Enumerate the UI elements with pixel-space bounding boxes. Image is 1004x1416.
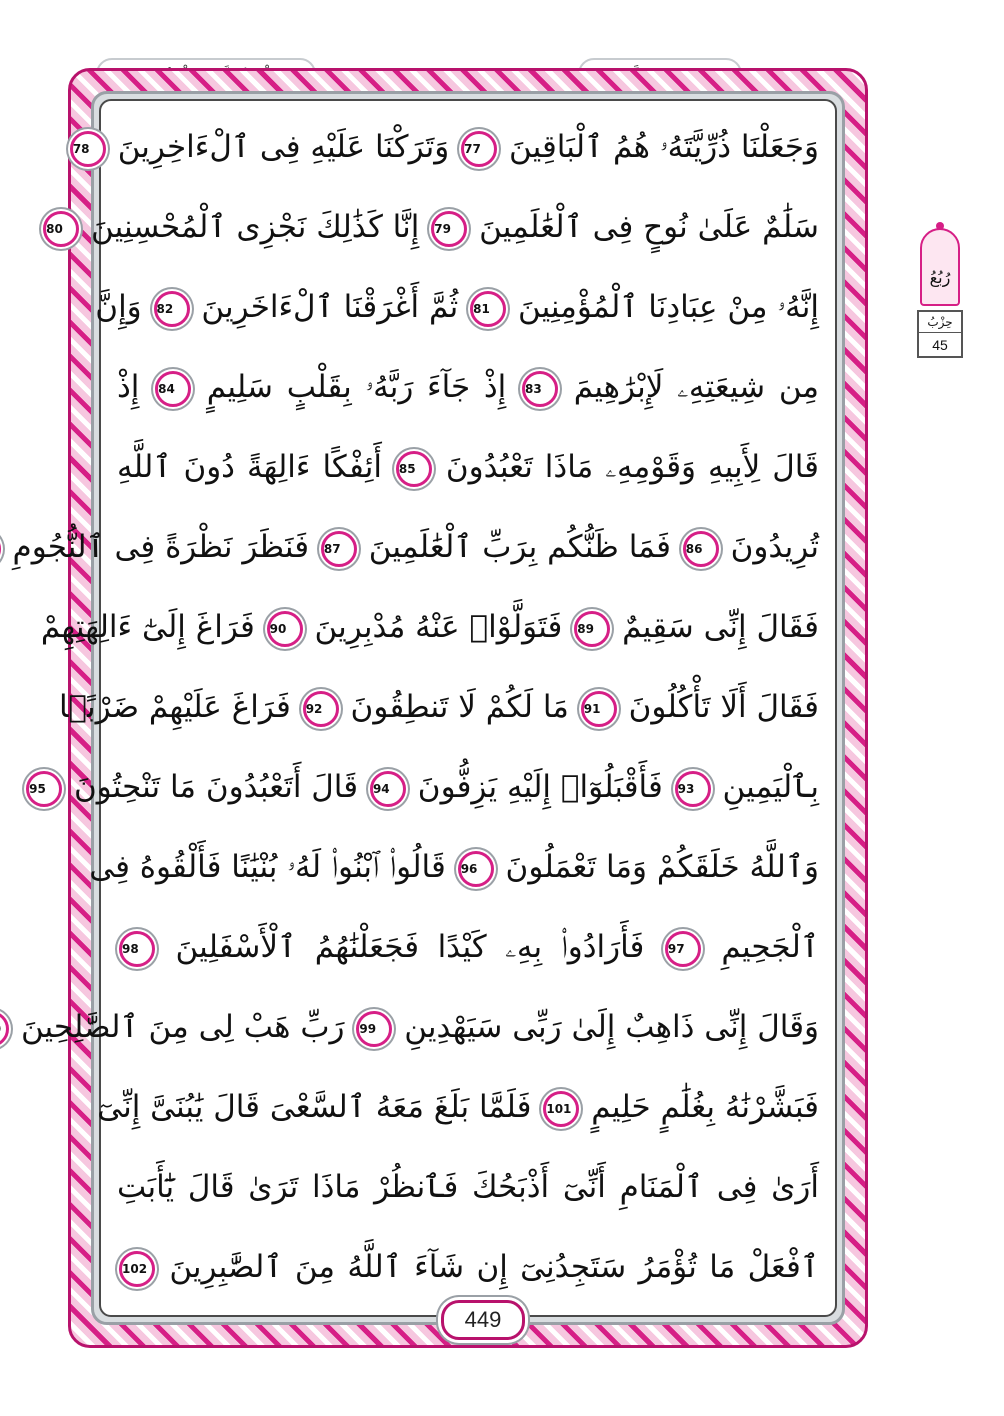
hizb-label: حِزْبُ (919, 312, 961, 333)
ayah-number-marker: 82 (154, 291, 190, 327)
verse-text: أَئِفْكًا ءَالِهَةً دُونَ ٱللَّهِ (117, 449, 382, 485)
ayah-number-marker: 99 (356, 1011, 392, 1047)
ayah-number-marker: 79 (431, 211, 467, 247)
verse-text: فَنَظَرَ نَظْرَةً فِى ٱلنُّجُومِ (12, 529, 310, 565)
verse-text: تُرِيدُونَ (730, 529, 819, 565)
verse-line (29, 753, 819, 821)
verse-text: رَبِّ هَبْ لِى مِنَ ٱلصَّٰلِحِينَ (20, 1009, 345, 1045)
ayah-number-marker: 86 (683, 531, 719, 567)
verse-line (117, 433, 819, 501)
verse-text: إِنَّهُۥ مِنْ عِبَادِنَا ٱلْمُؤْمِنِينَ (517, 289, 819, 325)
ayah-number-marker: 98 (119, 931, 155, 967)
verse-text: مِن شِيعَتِهِۦ لَإِبْرَٰهِيمَ (573, 369, 820, 405)
ayah-number-marker: 90 (267, 611, 303, 647)
verse-text: قَالَ أَتَعْبُدُونَ مَا تَنْحِتُونَ (73, 769, 359, 805)
ayah-number-marker: 83 (522, 371, 558, 407)
rub-label: رُبُعُ (929, 268, 951, 287)
page-border-frame (12, 68, 868, 1348)
verse-text: فَمَا ظَنُّكُم بِرَبِّ ٱلْعَٰلَمِينَ (368, 529, 671, 565)
verse-line (117, 1153, 819, 1221)
verse-line (20, 993, 819, 1061)
ayah-number-marker: 89 (574, 611, 610, 647)
verse-text: قَالُوا۟ ٱبْنُوا۟ لَهُۥ بُنْيَٰنًا فَأَلْقُوهُ فِى (89, 849, 446, 885)
ayah-number-marker (0, 1011, 9, 1047)
verse-text: أَرَىٰ فِى ٱلْمَنَامِ أَنِّىٓ أَذْبَحُكَ فَٱنظُرْ مَاذَا تَرَىٰ قَالَ يَٰٓأَبَتِ (117, 1169, 819, 1205)
verse-text: إِذْ (117, 369, 140, 405)
verse-text: ٱلْجَحِيمِ (721, 929, 819, 965)
verse-text: فَأَقْبَلُوٓا۟ إِلَيْهِ يَزِفُّونَ (417, 769, 663, 805)
verse-text: مَا لَكُمْ لَا تَنطِقُونَ (350, 689, 569, 725)
ayah-number-marker: 77 (461, 131, 497, 167)
verse-text: وَقَالَ إِنِّى ذَاهِبٌ إِلَىٰ رَبِّى سَيَهْدِينِ (404, 1009, 819, 1045)
ayah-number-marker (0, 531, 1, 567)
ayah-number-marker: 81 (470, 291, 506, 327)
ayah-number-marker: 95 (26, 771, 62, 807)
verse-text: فَتَوَلَّوْا۟ عَنْهُ مُدْبِرِينَ (314, 609, 563, 645)
ayah-number-marker: 93 (675, 771, 711, 807)
verse-text: فَأَرَادُوا۟ بِهِۦ كَيْدًا فَجَعَلْنَٰهُمُ ٱلْأَسْفَلِينَ (175, 929, 645, 965)
page-number: 449 (441, 1300, 525, 1340)
verse-lines (12, 113, 820, 1301)
verse-text: قَالَ لِأَبِيهِ وَقَوْمِهِۦ مَاذَا تَعْبُدُونَ (445, 449, 819, 485)
ayah-number-marker: 87 (321, 531, 357, 567)
verse-line (117, 353, 819, 421)
verse-text: ثُمَّ أَغْرَقْنَا ٱلْءَاخَرِينَ (201, 289, 459, 325)
hizb-number: 45 (932, 337, 948, 353)
ayah-number-marker: 97 (665, 931, 701, 967)
verse-line (89, 833, 819, 901)
verse-text: بِٱلْيَمِينِ (722, 769, 819, 805)
verse-line (117, 1233, 819, 1301)
verse-text: فَقَالَ أَلَا تَأْكُلُونَ (628, 689, 819, 725)
verse-line (12, 513, 819, 581)
quran-text-panel (12, 99, 837, 1317)
verse-text: وَجَعَلْنَا ذُرِّيَّتَهُۥ هُمُ ٱلْبَاقِينَ (509, 129, 819, 165)
verse-line (97, 1073, 819, 1141)
verse-text: إِنَّا كَذَٰلِكَ نَجْزِى ٱلْمُحْسِنِينَ (91, 209, 420, 245)
verse-line (58, 673, 819, 741)
verse-text: وَٱللَّهُ خَلَقَكُمْ وَمَا تَعْمَلُونَ (505, 849, 819, 885)
ayah-number-marker: 84 (155, 371, 191, 407)
verse-text: فَرَاغَ عَلَيْهِمْ ضَرْبًۢا (58, 689, 291, 725)
verse-text: فَقَالَ إِنِّى سَقِيمٌ (622, 609, 819, 645)
ayah-number-marker: 94 (370, 771, 406, 807)
verse-text: فَلَمَّا بَلَغَ مَعَهُ ٱلسَّعْىَ قَالَ يَٰبُنَىَّ إِنِّىٓ (97, 1089, 532, 1125)
verse-text: فَرَاغَ إِلَىٰٓ ءَالِهَتِهِمْ (40, 609, 255, 645)
ayah-number-marker: 101 (543, 1091, 579, 1127)
ayah-number-marker: 78 (70, 131, 106, 167)
ayah-number-marker: 96 (458, 851, 494, 887)
verse-text: ٱفْعَلْ مَا تُؤْمَرُ سَتَجِدُنِىٓ إِن شَآءَ ٱللَّهُ مِنَ ٱلصَّٰبِرِينَ (169, 1249, 819, 1285)
rub-ornament-icon (920, 228, 960, 306)
verse-text: سَلَٰمٌ عَلَىٰ نُوحٍ فِى ٱلْعَٰلَمِينَ (479, 209, 819, 245)
verse-text: وَإِنَّ (95, 289, 142, 325)
ayah-number-marker: 92 (303, 691, 339, 727)
hizb-quarter-marker (915, 228, 965, 368)
verse-line (46, 193, 819, 261)
ayah-number-marker: 91 (581, 691, 617, 727)
verse-line (40, 593, 819, 661)
verse-line (95, 273, 819, 341)
ayah-number-marker: 102 (119, 1251, 155, 1287)
verse-text: وَتَرَكْنَا عَلَيْهِ فِى ٱلْءَاخِرِينَ (117, 129, 450, 165)
verse-line (117, 913, 819, 981)
verse-text: فَبَشَّرْنَٰهُ بِغُلَٰمٍ حَلِيمٍ (591, 1089, 819, 1125)
ayah-number-marker: 80 (43, 211, 79, 247)
hizb-box (917, 310, 963, 358)
ayah-number-marker: 85 (396, 451, 432, 487)
verse-line (72, 113, 819, 181)
verse-text: إِذْ جَآءَ رَبَّهُۥ بِقَلْبٍ سَلِيمٍ (206, 369, 507, 405)
